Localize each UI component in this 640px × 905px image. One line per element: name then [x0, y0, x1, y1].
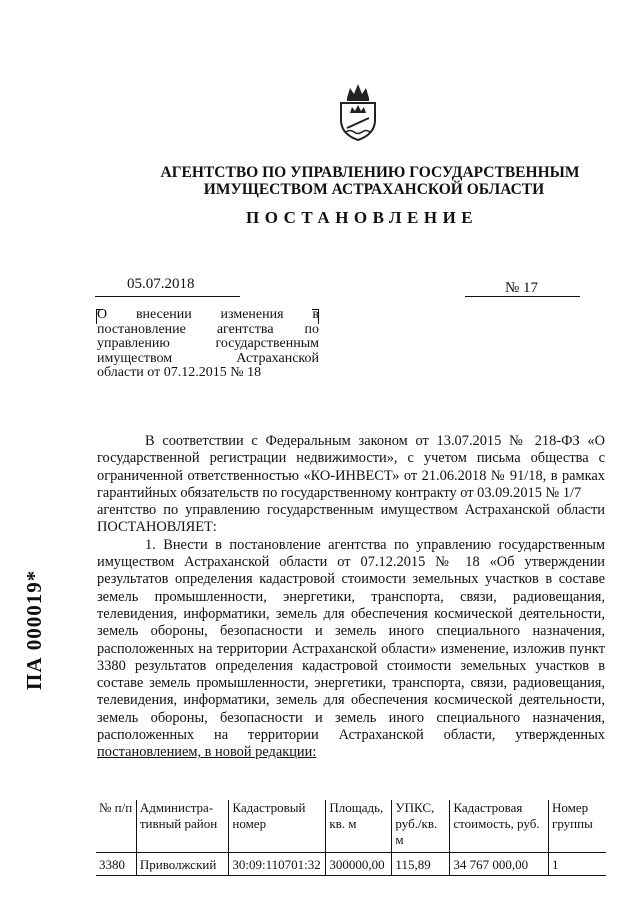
document-number: № 17	[505, 280, 539, 296]
subject-line: постановление агентства по	[97, 321, 319, 337]
subject-line: области от 07.12.2015 № 18	[97, 365, 262, 380]
subject-line: управлению государственным	[97, 336, 319, 351]
side-serial-stamp: ПА 000019*	[22, 569, 46, 690]
decree-paragraph: агентство по управлению государственным имуществом Астраханской области ПОСТАНОВЛЯЕТ:	[97, 502, 605, 536]
header-cadastral-value: Кадастровая стоимость, руб.	[450, 800, 549, 853]
subject-line: О внесении изменения в	[97, 307, 319, 322]
document-body	[97, 433, 605, 762]
table-row	[96, 853, 606, 876]
cell-district: Приволжский	[136, 853, 229, 876]
agency-name-line2: ИМУЩЕСТВОМ АСТРАХАНСКОЙ ОБЛАСТИ	[203, 181, 545, 198]
header-upks: УПКС, руб./кв. м	[392, 800, 450, 853]
header-area: Площадь, кв. м	[326, 800, 392, 853]
item-1-text: 1. Внести в постановление агентства по управлению государственным имуществом Астраханской области от 07.12.2015 № 18 «Об утверждении результатов определения кадастровой стоимости земельных участков в составе земель промышленности, энергетики, транспорта, связи, радиовещания, телевидения, информатики, земель для обеспечения космической деятельности, земель обороны, безопасности и земель иного специального назначения, расположенных на территории Астраханской области» изменение, изложив пункт 3380 результатов определения кадастровой стоимости земельных участков в составе земель промышленности, энергетики, транспорта, связи, радиовещания, телевидения, информатики, земель для обеспечения космической деятельности, земель обороны, безопасности и земель иного специального назначения, расположенных на территории Астраханской области, утвержденных	[97, 536, 605, 744]
cadastral-table	[96, 800, 606, 876]
date-underline	[95, 296, 240, 297]
header-cadastral-number: Кадастровый номер	[229, 800, 326, 853]
cell-area: 300000,00	[326, 853, 392, 876]
item-1-underlined-text: постановлением, в новой редакции:	[97, 744, 317, 761]
number-underline	[465, 296, 580, 297]
document-date: 05.07.2018	[127, 276, 195, 292]
item-1-paragraph	[97, 537, 605, 762]
cell-cadastral-number: 30:09:110701:32	[229, 853, 326, 876]
table-header-row	[96, 800, 606, 853]
cell-cadastral-value: 34 767 000,00	[450, 853, 549, 876]
agency-name-line1: АГЕНТСТВО ПО УПРАВЛЕНИЮ ГОСУДАРСТВЕННЫМ	[160, 164, 580, 181]
cell-group: 1	[549, 853, 607, 876]
header-group: Номер группы	[549, 800, 607, 853]
cell-upks: 115,89	[392, 853, 450, 876]
document-type: ПОСТАНОВЛЕНИЕ	[246, 208, 479, 227]
header-num: № п/п	[99, 800, 133, 815]
header-district: Администра-тивный район	[136, 800, 229, 853]
preamble-paragraph: В соответствии с Федеральным законом от 13.07.2015 № 218-ФЗ «О государственной регистрации недвижимости», с учетом письма общества с ограниченной ответственностью «КО-ИНВЕСТ» от 21.06.2018 № 91/18, в рамках гарантийных обязательств по государственному контракту от 03.09.2015 № 1/7	[97, 433, 605, 501]
cell-num: 3380	[96, 853, 136, 876]
coat-of-arms-icon	[335, 80, 381, 142]
subject-line: имуществом Астраханской	[97, 350, 319, 366]
document-subject	[97, 308, 319, 381]
